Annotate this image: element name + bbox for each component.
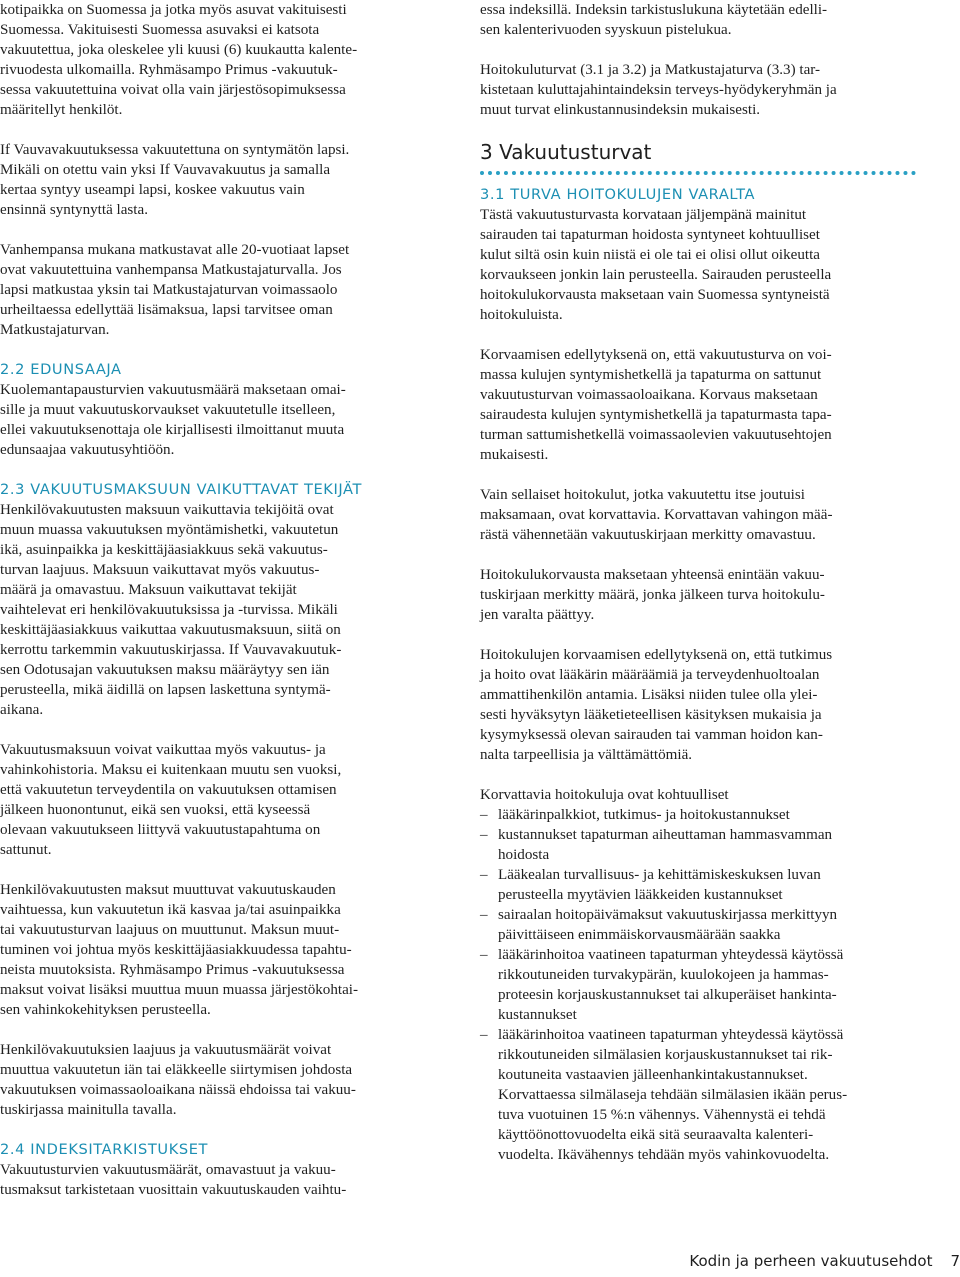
- heading-3-1: 3.1 TURVA HOITOKULUJEN VARALTA: [480, 186, 756, 203]
- list-item: – lääkärinhoitoa vaatineen tapaturman yhteydessä käytössä rikkoutuneiden silmälasien korjauskustannukset tai rik- koutuneita vastaavien jälleenhankintakustannukset. Korvattaessa silmälaseja tehdään silmälasien ikään perus- tuva vuotuinen 15 %:n vähennys. Vähennystä ei tehdä käyttöönottovuodelta eikä sitä seuraavalta kalenteri- vuodelta. Ikävähennys tehdään myös vahinkovuodelta.: [480, 1025, 916, 1165]
- paragraph-index-coverages: Hoitokuluturvat (3.1 ja 3.2) ja Matkustajaturva (3.3) tar- kistetaan kuluttajahintaindeksin terveys-hyödykeryhmän ja muut turvat elinkustannusindeksin mukaisesti.: [480, 62, 837, 118]
- list-item: – kustannukset tapaturman aiheuttaman hammasvamman hoidosta: [480, 825, 916, 865]
- list-item: – lääkärinpalkkiot, tutkimus- ja hoitokustannukset: [480, 805, 916, 825]
- right-column: [480, 0, 916, 1165]
- list-item: – Lääkealan turvallisuus- ja kehittämiskeskuksen luvan perusteella myytävien lääkkeiden kustannukset: [480, 865, 916, 905]
- paragraph-3-1-c: Vain sellaiset hoitokulut, jotka vakuutettu itse joutuisi maksamaan, ovat korvattavia. Korvattavan vahingon mää- rästä vähennetään vakuutuskirjaan merkitty omavastuu.: [480, 487, 833, 543]
- paragraph-3-1-a: Tästä vakuutusturvasta korvataan jäljempänä mainitut sairauden tai tapaturman hoidosta syntyneet kohtuulliset kulut siltä osin kuin niistä ei ole tai ei olisi ollut oikeutta korvaukseen jonkin lain perusteella. Sairauden perusteella hoitokulukorvausta maksetaan vain Suomessa syntyneistä hoitokuluista.: [480, 207, 832, 323]
- paragraph-index-continued: essa indeksillä. Indeksin tarkistuslukuna käytetään edelli- sen kalenterivuoden syyskuun pistelukua.: [480, 2, 828, 38]
- paragraph-2-3-c: Henkilövakuutusten maksut muuttuvat vakuutuskauden vaihtuessa, kun vakuutetun ikä kasvaa ja/tai asuinpaikka tai vakuutusturvan laajuus on muuttunut. Maksun muut- tuminen voi johtua myös keskittäjäasiakkuudessa tapahtu- neista muutoksista. Ryhmäsampo Primus -vakuutuksessa maksut voivat lisäksi muuttua muun muassa järjestökohtai- sen vahinkokehityksen perusteella.: [0, 882, 359, 1018]
- list-item: – lääkärinhoitoa vaatineen tapaturman yhteydessä käytössä rikkoutuneiden turvakypärän, kuulokojeen ja hammas- proteesin korjauskustannukset tai alkuperäiset hankinta- kustannukset: [480, 945, 916, 1025]
- paragraph-2-3-a: Henkilövakuutusten maksuun vaikuttavia tekijöitä ovat muun muassa vakuutuksen myöntämishetki, vakuutetun ikä, asuinpaikka ja keskittäjäasiakkuus sekä vakuutus- turvan laajuus. Maksuun vaikuttavat myös vakuutus- määrä ja omavastuu. Maksuun vaikuttavat tekijät vaihtelevat eri henkilövakuutuksissa ja -turvissa. Mikäli keskittäjäasiakkuus vaikuttaa vakuutusmaksuun, siitä on kerrottu tarkemmin vakuutuskirjassa. If Vauvavakuutuk- sen Odotusajan vakuutuksen maksu määräytyy sen iän perusteella, mikä äidillä on lapsen laskettuna syntymä- aikana.: [0, 502, 342, 718]
- paragraph-3-1-d: Hoitokulukorvausta maksetaan yhteensä enintään vakuu- tuskirjaan merkitty määrä, jonka jälkeen turva hoitokulu- jen varalta päättyy.: [480, 567, 825, 623]
- paragraph-2-3-d: Henkilövakuutuksien laajuus ja vakuutusmäärät voivat muuttua vakuutetun iän tai eläkkeelle siirtymisen johdosta vakuutuksen voimassaoloaikana näissä ehdoissa tai vakuu- tuskirjassa mainitulla tavalla.: [0, 1042, 356, 1118]
- heading-2-2: 2.2 EDUNSAAJA: [0, 361, 122, 378]
- list-item: – sairaalan hoitopäivämaksut vakuutuskirjassa merkittyyn päivittäiseen enimmäiskorvausmäärään saakka: [480, 905, 916, 945]
- heading-3: 3 Vakuutusturvat: [480, 140, 916, 175]
- paragraph-travel-children: Vanhempansa mukana matkustavat alle 20-vuotiaat lapset ovat vakuutettuina vanhempansa Matkustajaturvalla. Jos lapsi matkustaa yksin tai Matkustajaturvan voimassaolo urheiltaessa edellyttää lisämaksua, lapsi tarvitsee oman Matkustajaturvan.: [0, 242, 350, 338]
- page-number: 7: [950, 1252, 960, 1270]
- paragraph-3-1-b: Korvaamisen edellytyksenä on, että vakuutusturva on voi- massa kulujen syntymishetkellä ja tapaturma on sattunut vakuutusturvan voimassaoloaikana. Korvaus maksetaan sairaudesta kulujen syntymishetkellä ja tapaturmasta tapa- turman sattumishetkellä voimassaolevien vakuutusehtojen mukaisesti.: [480, 347, 832, 463]
- list-intro: Korvattavia hoitokuluja ovat kohtuulliset: [480, 787, 729, 803]
- paragraph-2-4: Vakuutusturvien vakuutusmäärät, omavastuut ja vakuu- tusmaksut tarkistetaan vuosittain vakuutuskauden vaihtu-: [0, 1162, 347, 1198]
- paragraph-2-3-b: Vakuutusmaksuun voivat vaikuttaa myös vakuutus- ja vahinkohistoria. Maksu ei kuitenkaan muutu sen vuoksi, että vakuutetun terveydentila on vakuutuksen ottamisen jälkeen huonontunut, eikä sen vuoksi, että kyseessä olevaan vakuutukseen liittyvä vakuutustapahtuma on sattunut.: [0, 742, 342, 858]
- heading-2-4: 2.4 INDEKSITARKISTUKSET: [0, 1141, 209, 1158]
- page-footer: [670, 1252, 960, 1270]
- covered-costs-list: [480, 805, 916, 1165]
- left-column: [0, 0, 440, 1200]
- paragraph-intro: kotipaikka on Suomessa ja jotka myös asuvat vakituisesti Suomessa. Vakituisesti Suomessa asuvaksi ei katsota vakuutettua, joka oleskelee yli kuusi (6) kuukautta kalente- rivuodesta ulkomailla. Ryhmäsampo Primus -vakuutuk- sessa vakuutettuina voivat olla vain järjestösopimuksessa määritellyt henkilöt.: [0, 2, 358, 118]
- paragraph-2-2: Kuolemantapausturvien vakuutusmäärä maksetaan omai- sille ja muut vakuutuskorvaukset vakuutetulle itselleen, ellei vakuutuksenottaja ole kirjallisesti ilmoittanut muuta edunsaajaa vakuutusyhtiöön.: [0, 382, 346, 458]
- footer-title: Kodin ja perheen vakuutusehdot: [689, 1252, 933, 1270]
- paragraph-3-1-e: Hoitokulujen korvaamisen edellytyksenä on, että tutkimus ja hoito ovat lääkärin määräämiä ja terveydenhuoltoalan ammattihenkilön antamia. Lisäksi niiden tulee olla ylei- sesti hyväksytyn lääketieteellisen käsityksen mukaisia ja kysymyksessä olevan sairauden tai vamman hoidon kan- nalta tarpeellisia ja välttämättömiä.: [480, 647, 833, 763]
- paragraph-unborn-child: If Vauvavakuutuksessa vakuutettuna on syntymätön lapsi. Mikäli on otettu vain yksi If Vauvavakuutus ja samalla kertaa syntyy useampi lapsi, koskee vakuutus vain ensinnä syntynyttä lasta.: [0, 142, 350, 218]
- heading-2-3: 2.3 VAKUUTUSMAKSUUN VAIKUTTAVAT TEKIJÄT: [0, 481, 362, 498]
